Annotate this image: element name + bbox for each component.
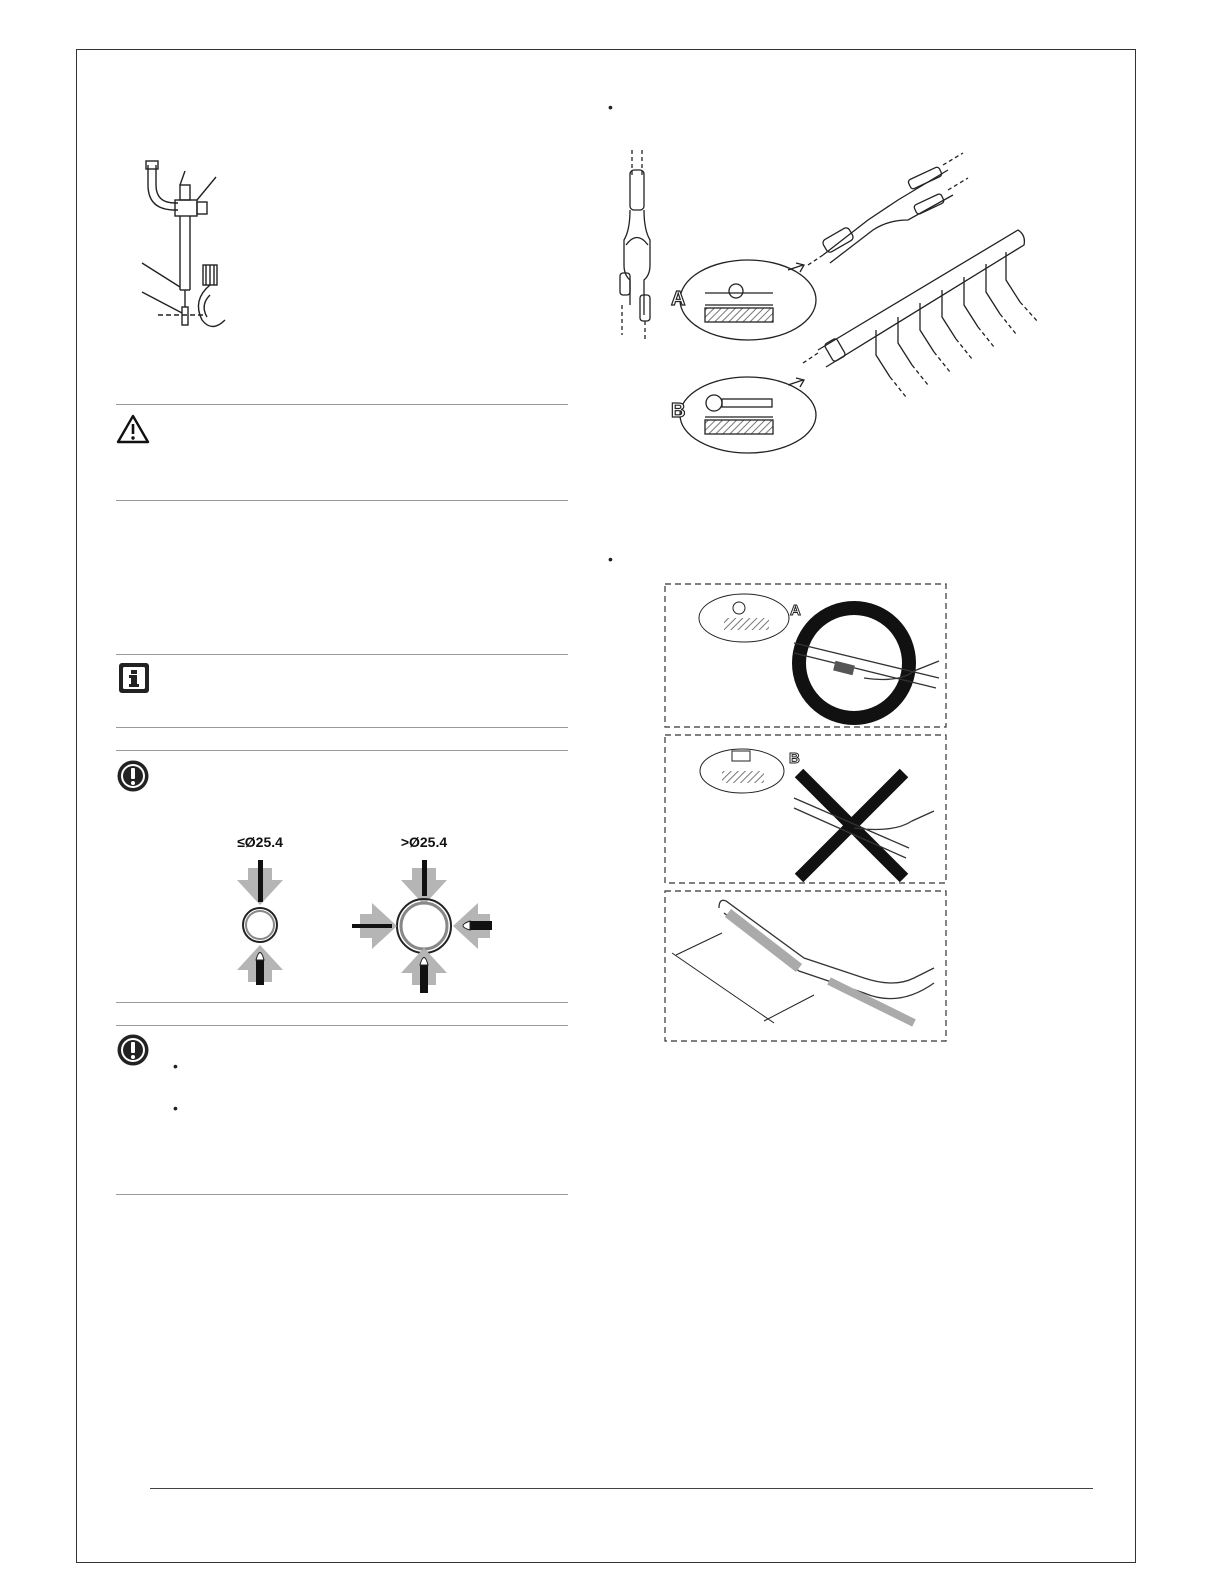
callout-b-label: B <box>671 400 686 422</box>
panel-b-label: B <box>789 750 800 767</box>
right-bullet-2: • <box>608 551 613 567</box>
warning-bottom-rule <box>116 500 568 501</box>
info-bottom-rule <box>116 727 568 728</box>
straight-length-panel <box>665 891 946 1041</box>
pipe-large-label: >Ø25.4 <box>400 834 448 850</box>
large-pipe-diagram <box>352 860 492 993</box>
notice-2-bottom-rule <box>116 1194 568 1195</box>
notice-2-top-rule <box>116 1025 568 1026</box>
info-top-rule <box>116 654 568 655</box>
footer-rule <box>150 1488 1093 1489</box>
incorrect-orientation-panel <box>665 735 946 883</box>
notice-bullet-1: • <box>173 1058 178 1074</box>
notice-exclamation-icon-2 <box>116 1033 150 1067</box>
small-pipe-diagram <box>237 860 283 985</box>
pipe-small-label: ≤Ø25.4 <box>237 834 283 850</box>
notice-1-bottom-rule <box>116 1002 568 1003</box>
callout-a-label: A <box>671 288 686 310</box>
service-valve-illustration <box>130 155 240 335</box>
joint-orientation-panels <box>664 583 948 1043</box>
notice-bullet-2: • <box>173 1100 178 1116</box>
panel-a-label: A <box>790 602 801 619</box>
notice-exclamation-icon <box>116 759 150 793</box>
notice-1-top-rule <box>116 750 568 751</box>
information-icon <box>117 661 151 695</box>
correct-orientation-panel <box>665 584 946 727</box>
warning-triangle-icon <box>116 414 150 444</box>
refnet-joint-header-illustration <box>608 145 1058 460</box>
brazing-direction-figure <box>220 830 520 995</box>
right-bullet-1: • <box>608 99 613 115</box>
warning-top-rule <box>116 404 568 405</box>
